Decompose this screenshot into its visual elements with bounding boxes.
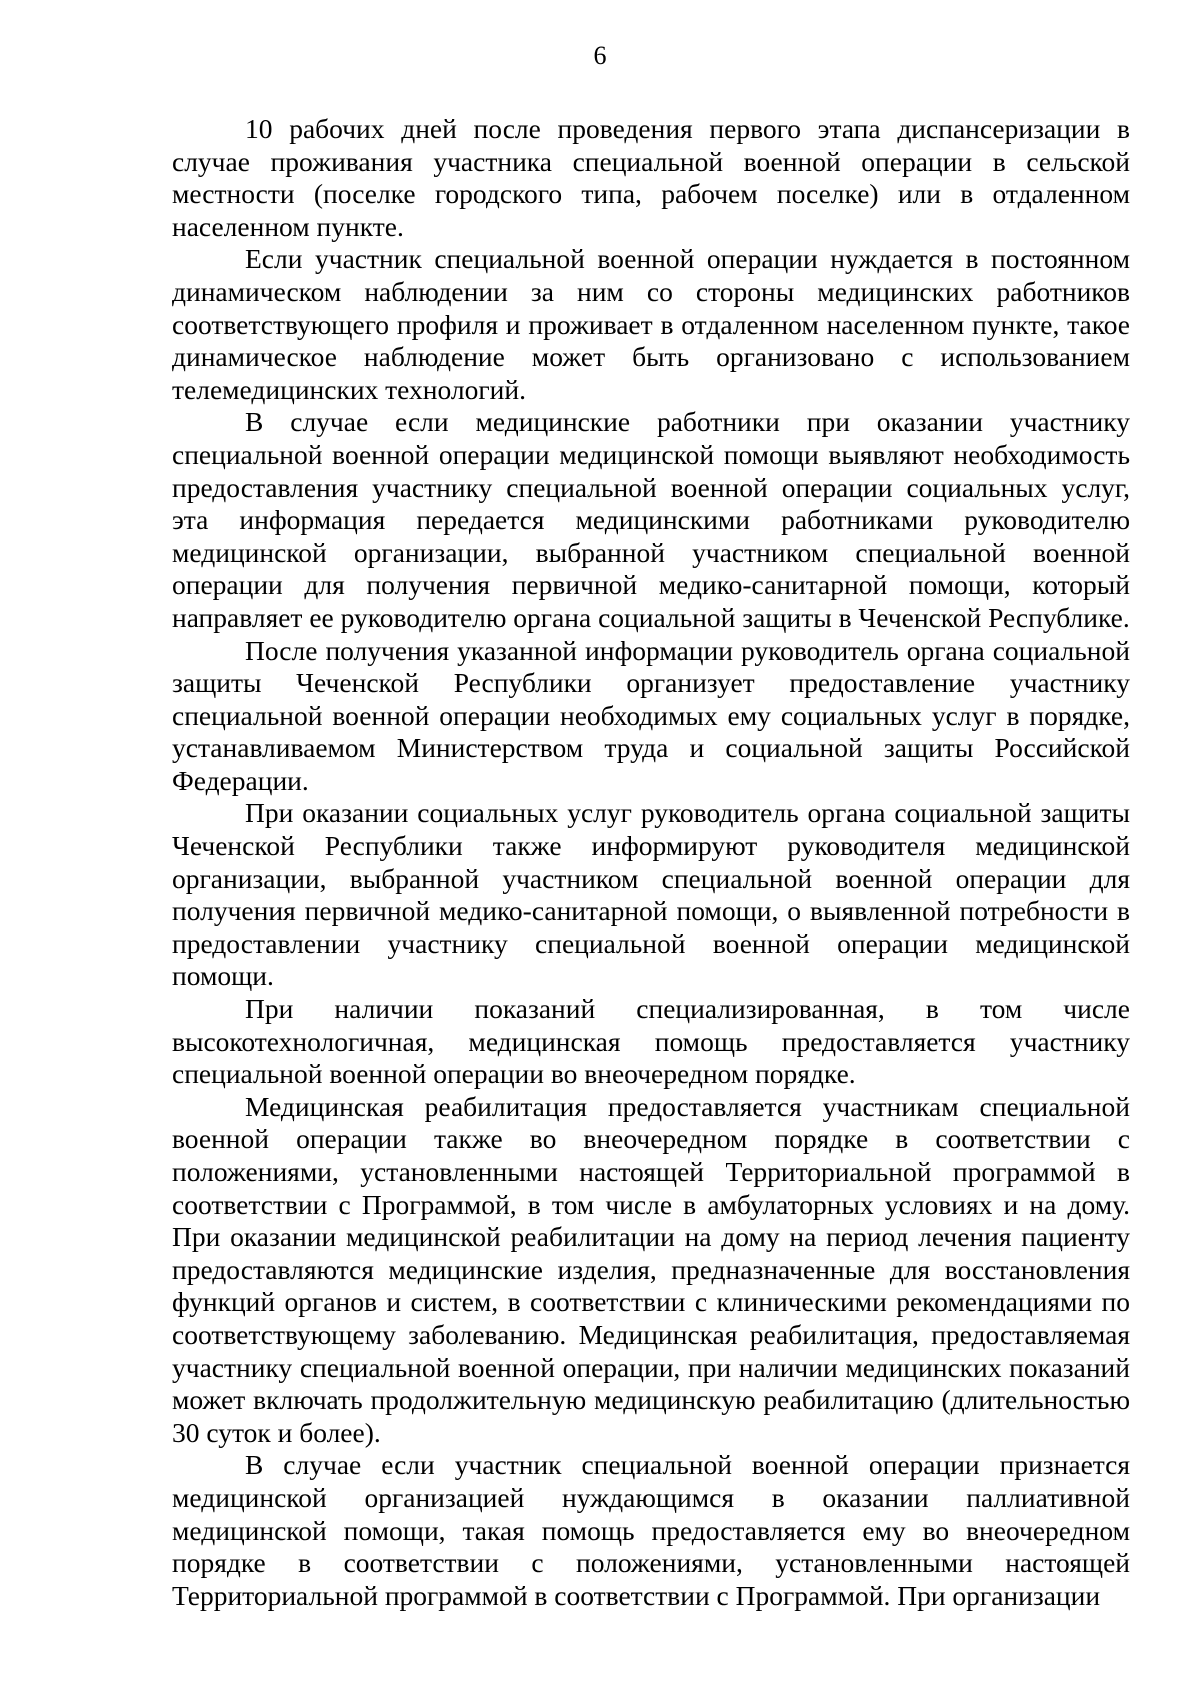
document-body bbox=[172, 113, 1130, 1612]
paragraph-6: При наличии показаний специализированная, в том числе высокотехнологичная, медицинская помощь предоставляется участнику специальной военной операции во внеочередном порядке. bbox=[172, 993, 1130, 1090]
paragraph-2: Если участник специальной военной операции нуждается в постоянном динамическом наблюдении за ним со стороны медицинских работников соответствующего профиля и проживает в отдаленном населенном пункте, такое динамическое наблюдение может быть организовано с использованием телемедицинских технологий. bbox=[172, 243, 1130, 405]
paragraph-1: 10 рабочих дней после проведения первого этапа диспансеризации в случае проживания участника специальной военной операции в сельской местности (поселке городского типа, рабочем поселке) или в отдаленном населенном пункте. bbox=[172, 113, 1130, 242]
page-number: 6 bbox=[593, 41, 607, 70]
paragraph-4: После получения указанной информации руководитель органа социальной защиты Чеченской Республики организует предоставление участнику специальной военной операции необходимых ему социальных услуг в порядке, устанавливаемом Министерством труда и социальной защиты Российской Федерации. bbox=[172, 634, 1130, 796]
paragraph-8: В случае если участник специальной военной операции признается медицинской организацией нуждающимся в оказании паллиативной медицинской помощи, такая помощь предоставляется ему во внеочередном порядке в соответствии с положениями, установленными настоящей Территориальной программой в соответствии с Программой. При организации bbox=[172, 1449, 1130, 1611]
paragraph-7: Медицинская реабилитация предоставляется участникам специальной военной операции также во внеочередном порядке в соответствии с положениями, установленными настоящей Территориальной программой в соответствии с Программой, в том числе в амбулаторных условиях и на дому. При оказании медицинской реабилитации на дому на период лечения пациенту предоставляются медицинские изделия, предназначенные для восстановления функций органов и систем, в соответствии с клиническими рекомендациями по соответствующему заболеванию. Медицинская реабилитация, предоставляемая участнику специальной военной операции, при наличии медицинских показаний может включать продолжительную медицинскую реабилитацию (длительностью 30 суток и более). bbox=[172, 1090, 1130, 1448]
paragraph-5: При оказании социальных услуг руководитель органа социальной защиты Чеченской Республики также информируют руководителя медицинской организации, выбранной участником специальной военной операции для получения первичной медико-санитарной помощи, о выявленной потребности в предоставлении участнику специальной военной операции медицинской помощи. bbox=[172, 797, 1130, 992]
paragraph-3: В случае если медицинские работники при оказании участнику специальной военной операции медицинской помощи выявляют необходимость предоставления участнику специальной военной операции социальных услуг, эта информация передается медицинскими работниками руководителю медицинской организации, выбранной участником специальной военной операции для получения первичной медико-санитарной помощи, который направляет ее руководителю органа социальной защиты в Чеченской Республике. bbox=[172, 406, 1130, 633]
